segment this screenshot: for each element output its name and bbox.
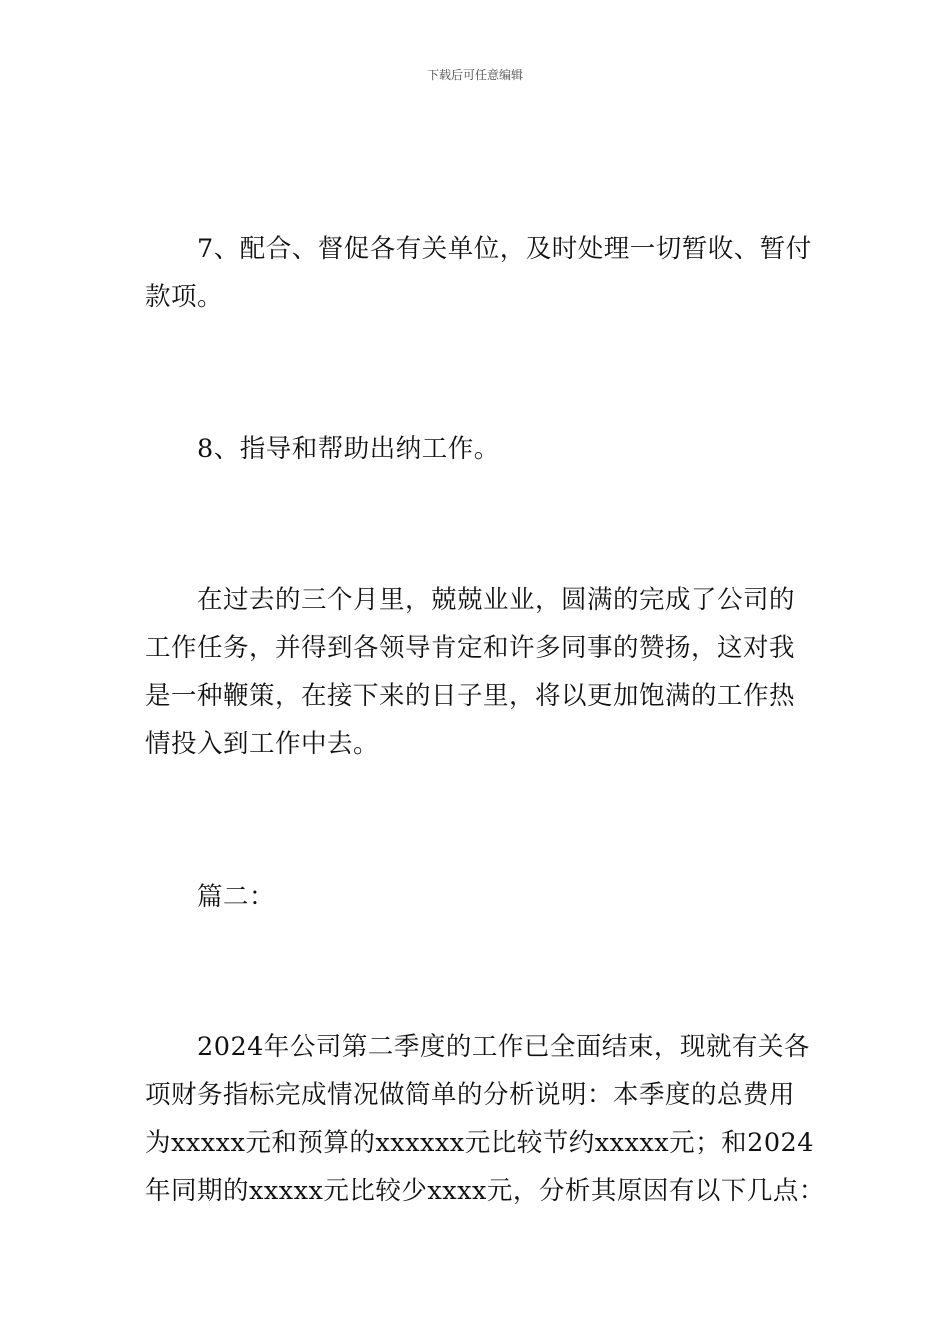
paragraph-line: 项财务指标完成情况做简单的分析说明：本季度的总费用 (145, 1080, 796, 1110)
paragraph-line: 8、指导和帮助出纳工作。 (197, 434, 500, 464)
paragraph-line: 情投入到工作中去。 (145, 729, 380, 759)
paragraph-line: 款项。 (145, 282, 224, 312)
paragraph-line: 为xxxxx元和预算的xxxxxx元比较节约xxxxx元；和2024 (145, 1128, 814, 1158)
page-header: 下载后可任意编辑 (426, 68, 523, 82)
paragraph-line: 是一种鞭策，在接下来的日子里，将以更加饱满的工作热 (145, 681, 796, 711)
paragraph-line: 年同期的xxxxx元比较少xxxx元，分析其原因有以下几点： (145, 1176, 825, 1206)
paragraph-line: 7、配合、督促各有关单位，及时处理一切暂收、暂付 (197, 234, 812, 264)
paragraph-line: 在过去的三个月里，兢兢业业，圆满的完成了公司的 (197, 585, 796, 615)
paragraph-item-8 (145, 425, 807, 473)
paragraph-summary (145, 576, 807, 768)
paragraph-line: 篇二： (197, 882, 276, 912)
paragraph-line: 2024年公司第二季度的工作已全面结束，现就有关各 (197, 1032, 810, 1062)
paragraph-item-7 (145, 225, 812, 321)
section-heading (145, 873, 807, 921)
paragraph-line: 工作任务，并得到各领导肯定和许多同事的赞扬，这对我 (145, 633, 796, 663)
paragraph-financial-analysis (145, 1023, 825, 1215)
